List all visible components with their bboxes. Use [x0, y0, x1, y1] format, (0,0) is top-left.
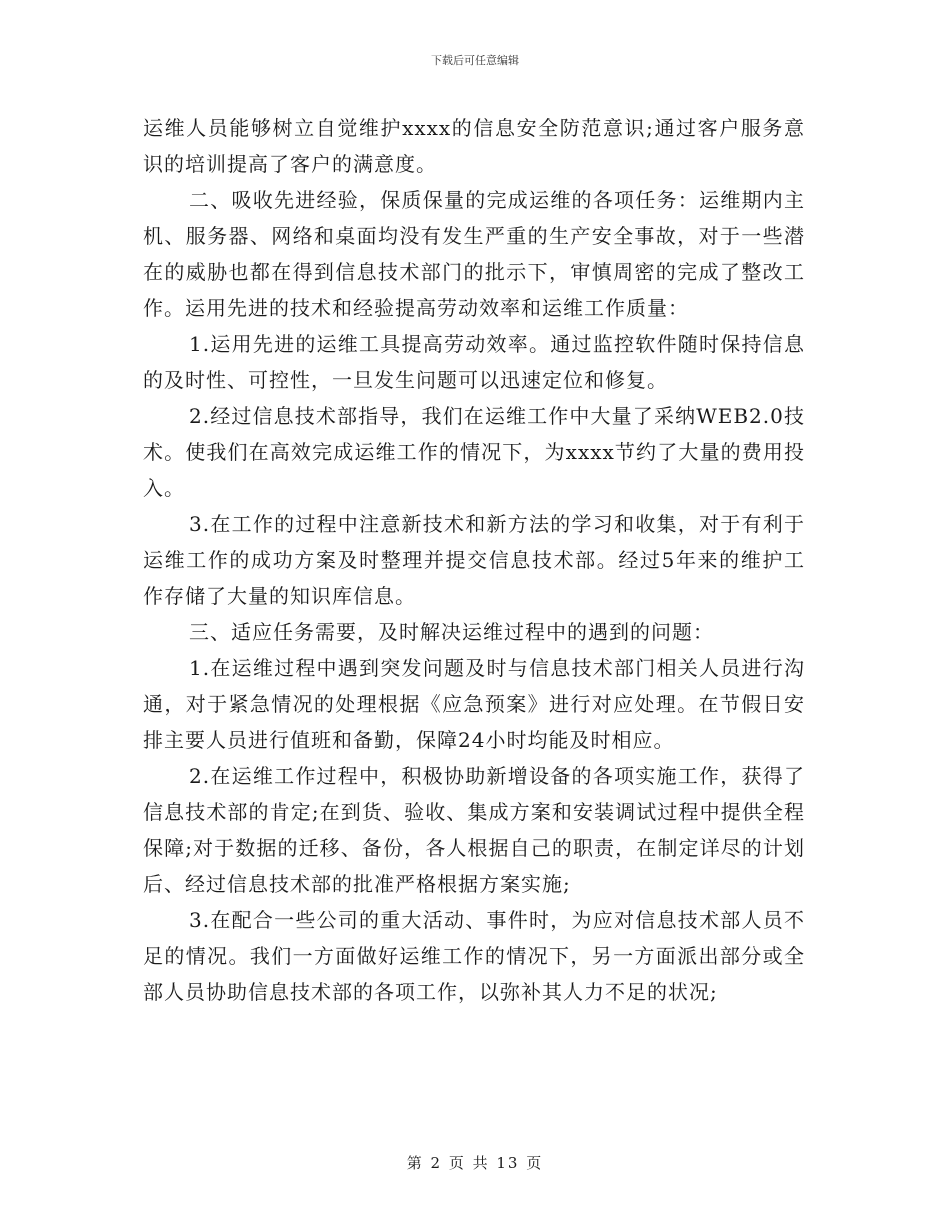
paragraph-continuation: 运维人员能够树立自觉维护xxxx的信息安全防范意识;通过客户服务意识的培训提高了客户的满意度。 — [143, 116, 805, 176]
paragraph-item-2: 2.经过信息技术部指导，我们在运维工作中大量了采纳WEB2.0技术。使我们在高效完成运维工作的情况下，为xxxx节约了大量的费用投入。 — [143, 404, 805, 500]
document-body — [143, 110, 805, 1010]
paragraph-item-1b: 1.在运维过程中遇到突发问题及时与信息技术部门相关人员进行沟通，对于紧急情况的处理根据《应急预案》进行对应处理。在节假日安排主要人员进行值班和备勤，保障24小时均能及时相应。 — [143, 656, 805, 752]
paragraph-item-3: 3.在工作的过程中注意新技术和新方法的学习和收集，对于有利于运维工作的成功方案及时整理并提交信息技术部。经过5年来的维护工作存储了大量的知识库信息。 — [143, 512, 805, 608]
paragraph-item-1: 1.运用先进的运维工具提高劳动效率。通过监控软件随时保持信息的及时性、可控性，一旦发生问题可以迅速定位和修复。 — [143, 332, 805, 392]
paragraph-item-2b: 2.在运维工作过程中，积极协助新增设备的各项实施工作，获得了信息技术部的肯定;在到货、验收、集成方案和安装调试过程中提供全程保障;对于数据的迁移、备份，各人根据自己的职责，在制定详尽的计划后、经过信息技术部的批准严格根据方案实施; — [143, 764, 805, 896]
header-note: 下载后可任意编辑 — [431, 54, 519, 67]
paragraph-item-3b: 3.在配合一些公司的重大活动、事件时，为应对信息技术部人员不足的情况。我们一方面做好运维工作的情况下，另一方面派出部分或全部人员协助信息技术部的各项工作，以弥补其人力不足的状况; — [143, 908, 805, 1004]
paragraph-section-three: 三、适应任务需要，及时解决运维过程中的遇到的问题： — [189, 620, 714, 644]
paragraph-section-two: 二、吸收先进经验，保质保量的完成运维的各项任务：运维期内主机、服务器、网络和桌面均没有发生严重的生产安全事故，对于一些潜在的威胁也都在得到信息技术部门的批示下，审慎周密的完成了整改工作。运用先进的技术和经验提高劳动效率和运维工作质量： — [143, 188, 805, 320]
page-footer: 第 2 页 共 13 页 — [406, 1154, 544, 1172]
